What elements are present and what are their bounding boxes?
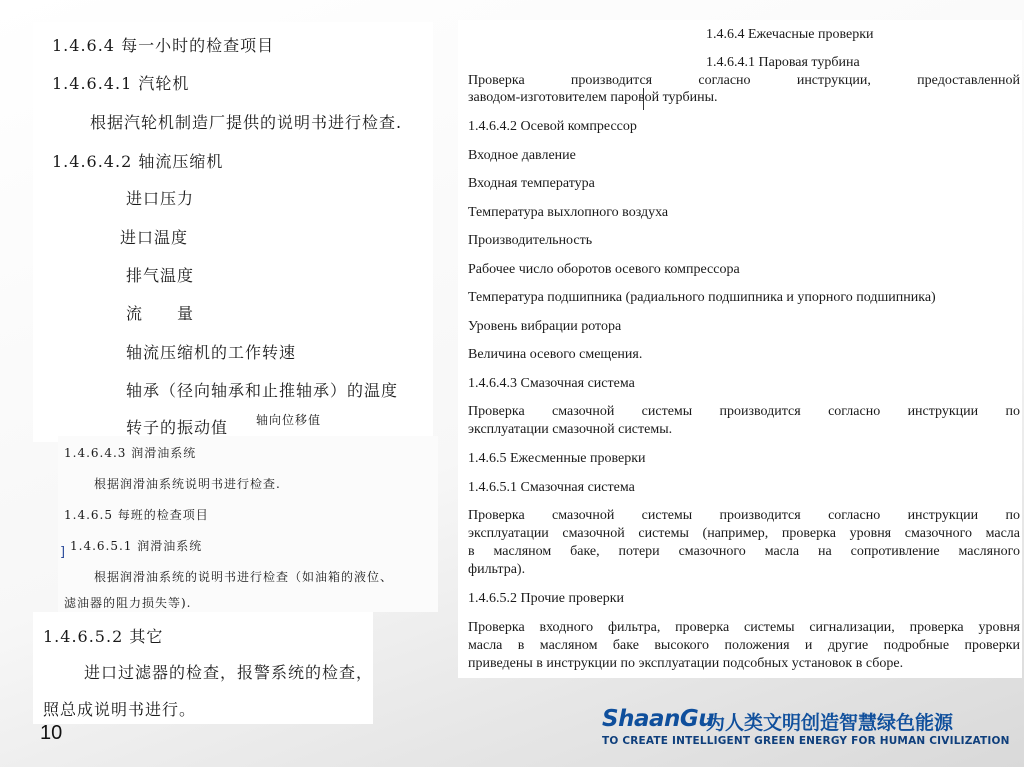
cn-text-14652-line2: 照总成说明书进行。	[43, 700, 197, 719]
ru-text-14641-line1: Проверка производится согласно инструкции, предоставленной	[468, 73, 1020, 88]
ru-heading-1464: 1.4.6.4 Ежечасные проверки	[706, 27, 874, 42]
cn-item-working-speed: 轴流压缩机的工作转速	[126, 343, 297, 362]
ru-text-14643-line2: эксплуатации смазочной системы.	[468, 422, 673, 437]
ru-heading-14642: 1.4.6.4.2 Осевой компрессор	[468, 119, 637, 134]
ru-text-14641-line2: заводом-изготовителем паровой турбины.	[468, 90, 718, 105]
ru-item-working-speed: Рабочее число оборотов осевого компрессора	[468, 262, 740, 277]
cn-item-flow: 流 量	[126, 304, 195, 323]
ru-heading-14641: 1.4.6.4.1 Паровая турбина	[706, 55, 860, 70]
ru-text-14651-line3: в масляном баке, потери смазочного масла на сопротивление масляного	[468, 544, 1020, 559]
ru-text-14651-line2: эксплуатации смазочной системы (например, проверка уровня смазочного масла	[468, 526, 1020, 541]
ru-text-14651-line1: Проверка смазочной системы производится согласно инструкции по	[468, 508, 1020, 523]
cn-heading-14643: 1.4.6.4.3 润滑油系统	[64, 446, 197, 460]
cn-text-14641: 根据汽轮机制造厂提供的说明书进行检查.	[90, 113, 403, 132]
page-number: 10	[40, 722, 63, 744]
cn-item-inlet-pressure: 进口压力	[126, 189, 195, 208]
cn-heading-14651: 1.4.6.5.1 润滑油系统	[70, 539, 203, 553]
ru-text-14652-line3: приведены в инструкции по эксплуатации подсобных установок в сборе.	[468, 656, 904, 671]
ru-item-exhaust-temperature: Температура выхлопного воздуха	[468, 205, 669, 220]
cn-item-exhaust-temperature: 排气温度	[126, 266, 195, 285]
ru-item-axial-displacement: Величина осевого смещения.	[468, 347, 643, 362]
ru-heading-14651: 1.4.6.5.1 Смазочная система	[468, 480, 635, 495]
ru-heading-14652: 1.4.6.5.2 Прочие проверки	[468, 591, 625, 606]
cn-heading-1464: 1.4.6.4 每一小时的检查项目	[52, 36, 275, 55]
cn-heading-14642: 1.4.6.4.2 轴流压缩机	[52, 152, 224, 171]
ru-heading-14643: 1.4.6.4.3 Смазочная система	[468, 376, 635, 391]
ru-item-rotor-vibration: Уровень вибрации ротора	[468, 319, 622, 334]
ru-text-14643-line1: Проверка смазочной системы производится согласно инструкции по	[468, 404, 1020, 419]
ru-item-bearing-temperature: Температура подшипника (радиального подшипника и упорного подшипника)	[468, 290, 936, 305]
ru-text-14652-line2: масла в масляном баке высокого положения и другие подробные проверки	[468, 638, 1020, 653]
logo-slogan-en: TO CREATE INTELLIGENT GREEN ENERGY FOR HUMAN CIVILIZATION	[602, 735, 1010, 747]
ru-text-14652-line1: Проверка входного фильтра, проверка системы сигнализации, проверка уровня	[468, 620, 1020, 635]
ru-item-capacity: Производительность	[468, 233, 593, 248]
logo-slogan-cn: 为人类文明创造智慧绿色能源	[706, 712, 954, 734]
cn-text-14651-line2: 滤油器的阻力损失等).	[64, 596, 192, 610]
cn-text-14643: 根据润滑油系统说明书进行检查.	[94, 477, 281, 491]
cn-heading-1465: 1.4.6.5 每班的检查项目	[64, 508, 209, 522]
cn-text-14651-line1: 根据润滑油系统的说明书进行检查（如油箱的液位、	[94, 570, 394, 584]
ru-text-14651-line4: фильтра).	[468, 562, 526, 577]
ru-heading-1465: 1.4.6.5 Ежесменные проверки	[468, 451, 646, 466]
cn-heading-14652: 1.4.6.5.2 其它	[43, 627, 164, 646]
cn-heading-14641: 1.4.6.4.1 汽轮机	[52, 74, 190, 93]
left-scan-middle	[58, 436, 438, 612]
bracket-mark: ]	[60, 545, 66, 560]
cn-note-axial-displacement: 轴向位移值	[256, 413, 322, 427]
cn-item-rotor-vibration: 转子的振动值	[126, 418, 229, 437]
cn-text-14652-line1: 进口过滤器的检查，报警系统的检查，	[84, 663, 374, 682]
ru-item-inlet-pressure: Входное давление	[468, 148, 576, 163]
cn-item-inlet-temperature: 进口温度	[120, 228, 189, 247]
cn-item-bearing-temperature: 轴承（径向轴承和止推轴承）的温度	[126, 381, 399, 400]
logo-brand-text: ShaanGu	[602, 706, 715, 732]
ru-item-inlet-temperature: Входная температура	[468, 176, 595, 191]
company-logo	[602, 706, 1012, 750]
